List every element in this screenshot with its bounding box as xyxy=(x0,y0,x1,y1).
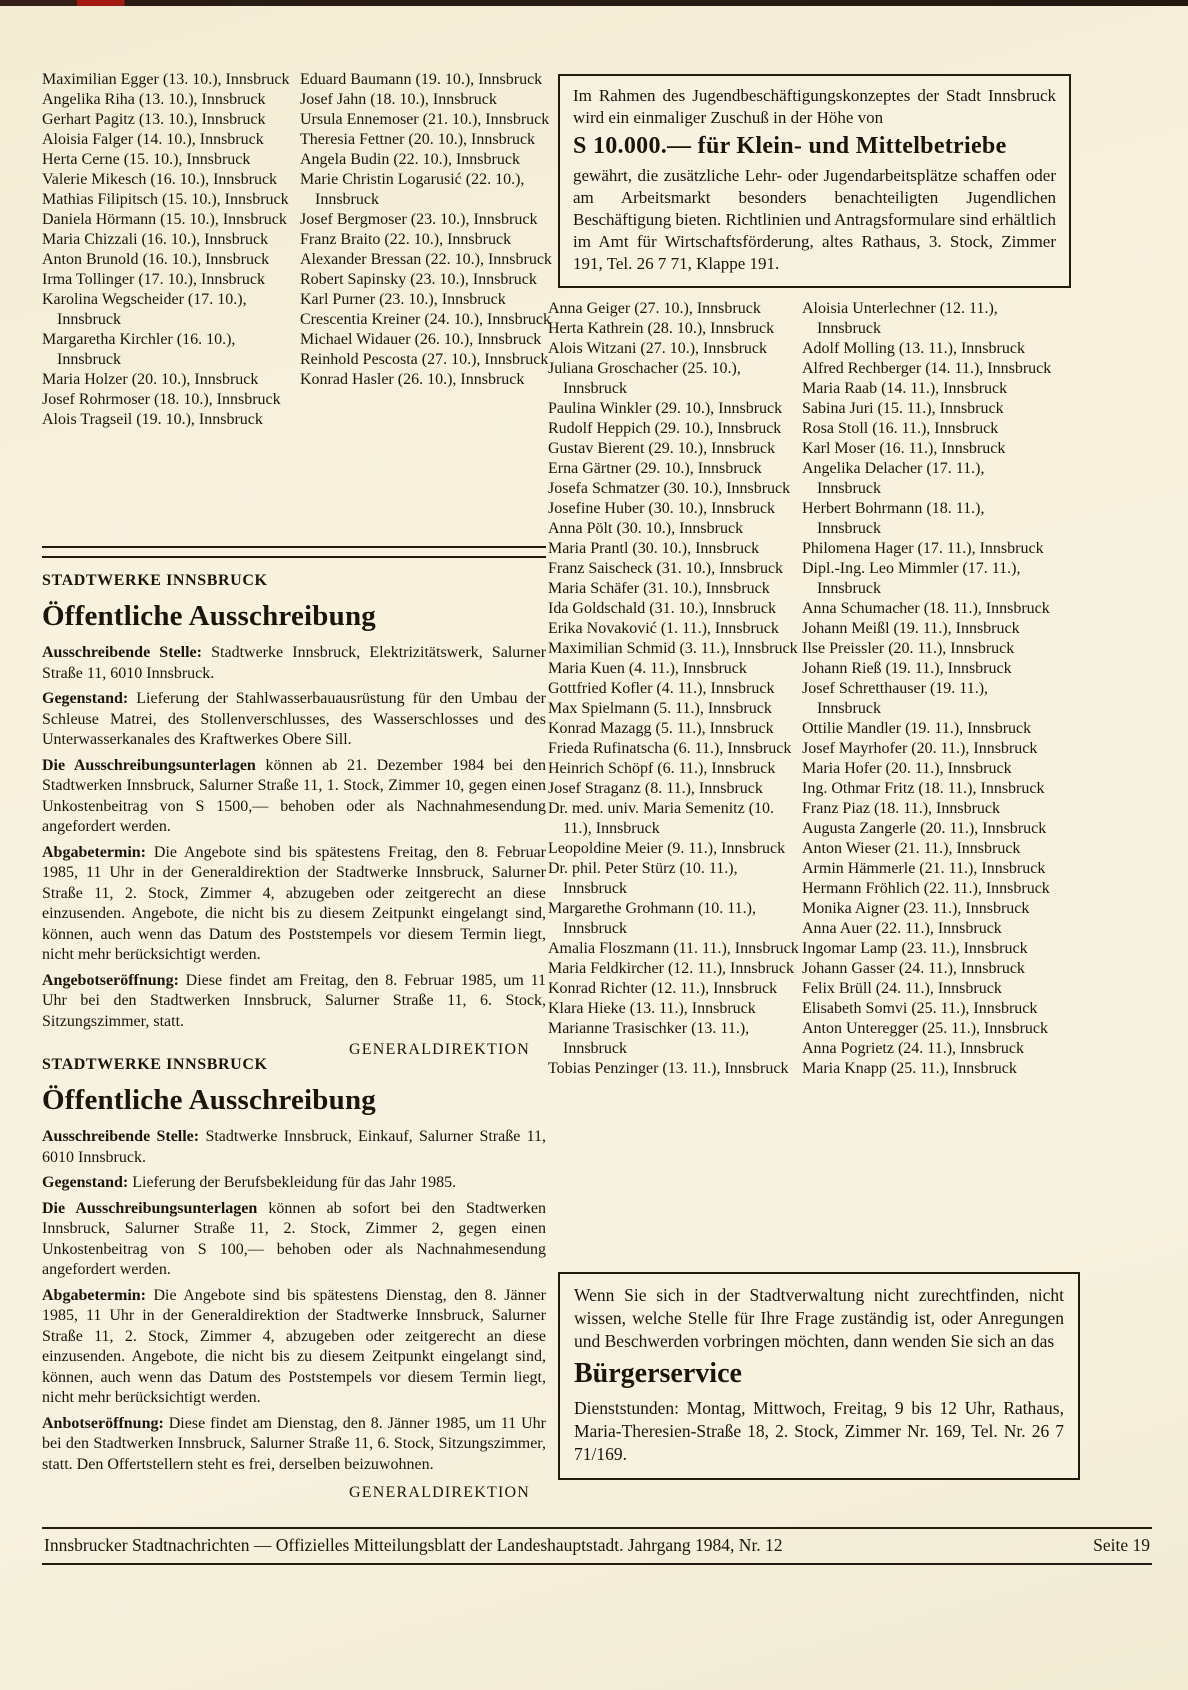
birth-entry: Juliana Groschacher (25. 10.), Innsbruck xyxy=(548,360,741,397)
tender-paragraph xyxy=(42,1286,546,1409)
birth-entry: Leopoldine Meier (9. 11.), Innsbruck xyxy=(548,840,786,857)
birth-entry: Irma Tollinger (17. 10.), Innsbruck xyxy=(42,271,265,288)
birth-entry: Dr. med. univ. Maria Semenitz (10. 11.), Innsbruck xyxy=(548,800,775,837)
paragraph-text: Lieferung der Stahlwasserbauausrüstung für den Umbau der Schleuse Matrei, des Stollenverschlusses, des Wasserschlosses und des Unterwasserkanales des Kraftwerkes Obere Sill. xyxy=(42,690,546,748)
grant-headline: S 10.000.— für Klein- und Mittelbetriebe xyxy=(573,133,1007,159)
tender-notice-workwear xyxy=(42,1056,546,1502)
birth-entry: Maximilian Egger (13. 10.), Innsbruck xyxy=(42,71,290,88)
paragraph-text: Diese findet am Dienstag, den 8. Jänner 1985, um 11 Uhr bei den Stadtwerken Innsbruck, Salurner Straße 11, 6. Stock, Sitzungszimmer, statt. Den Offertstellern steht es frei, derselben beizuwohnen. xyxy=(42,1414,547,1473)
birth-entry: Alfred Rechberger (14. 11.), Innsbruck xyxy=(802,360,1052,377)
birth-entry: Josef Schretthauser (19. 11.), Innsbruck xyxy=(802,680,989,717)
birth-entry: Herbert Bohrmann (18. 11.), Innsbruck xyxy=(802,500,985,537)
paragraph-text: Diese findet am Freitag, den 8. Februar 1985, um 11 Uhr bei den Stadtwerken Innsbruck, Salurner Straße 11, 6. Stock, Sitzungszimmer, statt. xyxy=(42,971,547,1030)
birth-entry: Angela Budin (22. 10.), Innsbruck xyxy=(300,151,520,168)
birth-entry: Augusta Zangerle (20. 11.), Innsbruck xyxy=(802,820,1047,837)
birth-entry: Herta Cerne (15. 10.), Innsbruck xyxy=(42,151,251,168)
birth-entry: Karl Purner (23. 10.), Innsbruck xyxy=(300,291,506,308)
birth-entry: Maria Feldkircher (12. 11.), Innsbruck xyxy=(548,960,794,977)
birth-entry: Konrad Mazagg (5. 11.), Innsbruck xyxy=(548,720,774,737)
scan-edge-artifact xyxy=(0,0,1188,6)
birth-entry: Gottfried Kofler (4. 11.), Innsbruck xyxy=(548,680,775,697)
birth-entry: Konrad Hasler (26. 10.), Innsbruck xyxy=(300,371,525,388)
births-column-1 xyxy=(42,70,296,430)
tender-signoff: GENERALDIREKTION xyxy=(349,1041,530,1058)
birth-entry: Maria Holzer (20. 10.), Innsbruck xyxy=(42,371,259,388)
tender-title: Öffentliche Ausschreibung xyxy=(42,600,376,632)
double-rule-divider xyxy=(42,546,546,558)
birth-entry: Crescentia Kreiner (24. 10.), Innsbruck xyxy=(300,311,552,328)
paragraph-text: können ab 21. Dezember 1984 bei den Stadtwerken Innsbruck, Salurner Straße 11, 1. Stock, Zimmer 10, gegen einen Unkostenbeitrag von S 1500,— behoben oder als Nachnahmesendung angefordert werden. xyxy=(42,756,546,835)
birth-entry: Anton Wieser (21. 11.), Innsbruck xyxy=(802,840,1021,857)
birth-entry: Ing. Othmar Fritz (18. 11.), Innsbruck xyxy=(802,780,1045,797)
birth-entry: Hermann Fröhlich (22. 11.), Innsbruck xyxy=(802,880,1050,897)
birth-entry: Franz Braito (22. 10.), Innsbruck xyxy=(300,231,512,248)
birth-entry: Erna Gärtner (29. 10.), Innsbruck xyxy=(548,460,762,477)
birth-entry: Elisabeth Somvi (25. 11.), Innsbruck xyxy=(802,1000,1038,1017)
birth-entry: Anna Schumacher (18. 11.), Innsbruck xyxy=(802,600,1050,617)
paragraph-text: Lieferung der Berufsbekleidung für das Jahr 1985. xyxy=(132,1174,457,1191)
birth-entry: Angelika Riha (13. 10.), Innsbruck xyxy=(42,91,266,108)
paragraph-lead: Ausschreibende Stelle: xyxy=(42,644,202,661)
birth-entry: Alois Witzani (27. 10.), Innsbruck xyxy=(548,340,768,357)
birth-entry: Gustav Bierent (29. 10.), Innsbruck xyxy=(548,440,776,457)
birth-entry: Reinhold Pescosta (27. 10.), Innsbruck xyxy=(300,351,549,368)
paragraph-text: Stadtwerke Innsbruck, Einkauf, Salurner Straße 11, 6010 Innsbruck. xyxy=(42,1128,547,1166)
birth-entry: Maria Chizzali (16. 10.), Innsbruck xyxy=(42,231,269,248)
birth-entry: Maria Knapp (25. 11.), Innsbruck xyxy=(802,1060,1017,1077)
tender-paragraph xyxy=(42,689,546,751)
tender-paragraph xyxy=(42,1127,546,1168)
birth-entry: Paulina Winkler (29. 10.), Innsbruck xyxy=(548,400,783,417)
birth-entry: Anna Auer (22. 11.), Innsbruck xyxy=(802,920,1002,937)
birth-entry: Franz Saischeck (31. 10.), Innsbruck xyxy=(548,560,784,577)
birth-entry: Josef Rohrmoser (18. 10.), Innsbruck xyxy=(42,391,281,408)
grant-body-text: gewährt, die zusätzliche Lehr- oder Jugendarbeitsplätze schaffen oder am Arbeitsmarkt besonders benachteiligten Jugendlichen Beschäftigung bieten. Richtlinien und Antragsformulare sind erhältlich im Amt für Wirtschaftsförderung, altes Rathaus, 3. Stock, Zimmer 191, Tel. 26 7 71, Klappe 191. xyxy=(573,166,1056,273)
birth-entry: Aloisia Unterlechner (12. 11.), Innsbruck xyxy=(802,300,998,337)
birth-entry: Josef Jahn (18. 10.), Innsbruck xyxy=(300,91,497,108)
birth-entry: Konrad Richter (12. 11.), Innsbruck xyxy=(548,980,778,997)
tender-notice-electricity xyxy=(42,546,546,1059)
paragraph-lead: Die Ausschreibungsunterlagen xyxy=(42,756,256,774)
birth-entry: Johann Rieß (19. 11.), Innsbruck xyxy=(802,660,1012,677)
buergerservice-title: Bürgerservice xyxy=(574,1358,742,1389)
birth-entry: Anton Brunold (16. 10.), Innsbruck xyxy=(42,251,270,268)
birth-entry: Franz Piaz (18. 11.), Innsbruck xyxy=(802,800,1001,817)
birth-entry: Daniela Hörmann (15. 10.), Innsbruck xyxy=(42,211,287,228)
paragraph-text: Die Angebote sind bis spätestens Freitag, den 8. Februar 1985, 11 Uhr in der Generaldirektion der Stadtwerke Innsbruck, Salurner Straße 11, 2. Stock, Zimmer 4, abzugeben oder zeitgerecht an diese einzusenden. Angebote, die nicht bis zu diesem Zeitpunkt eingelangt sind, können, auch wenn das Datum des Poststempels vor diesem Termin liegt, nicht mehr berücksichtigt werden. xyxy=(42,843,547,963)
birth-entry: Maria Prantl (30. 10.), Innsbruck xyxy=(548,540,760,557)
birth-entry: Josef Mayrhofer (20. 11.), Innsbruck xyxy=(802,740,1038,757)
birth-entry: Adolf Molling (13. 11.), Innsbruck xyxy=(802,340,1025,357)
birth-entry: Angelika Delacher (17. 11.), Innsbruck xyxy=(802,460,985,497)
tender-paragraph xyxy=(42,843,546,966)
paragraph-lead: Die Ausschreibungsunterlagen xyxy=(42,1199,258,1217)
birth-entry: Valerie Mikesch (16. 10.), Innsbruck xyxy=(42,171,278,188)
paragraph-text: Die Angebote sind bis spätestens Dienstag, den 8. Jänner 1985, 11 Uhr in der Generaldirektion der Stadtwerke Innsbruck, Salurner Straße 11, 2. Stock, Zimmer 4, abzugeben oder zeitgerecht an diese einzusenden. Angebote, die nicht bis zu diesem Zeitpunkt eingelangt sind, können, auch wenn das Datum des Poststempels vor diesem Termin liegt, nicht mehr berücksichtigt werden. xyxy=(42,1286,546,1406)
birth-entry: Alexander Bressan (22. 10.), Innsbruck xyxy=(300,251,552,268)
birth-entry: Monika Aigner (23. 11.), Innsbruck xyxy=(802,900,1030,917)
birth-entry: Klara Hieke (13. 11.), Innsbruck xyxy=(548,1000,756,1017)
births-column-4 xyxy=(802,299,1052,1079)
tender-signoff: GENERALDIREKTION xyxy=(349,1484,530,1501)
birth-entry: Maria Schäfer (31. 10.), Innsbruck xyxy=(548,580,770,597)
birth-entry: Frieda Rufinatscha (6. 11.), Innsbruck xyxy=(548,740,792,757)
birth-entry: Margaretha Kirchler (16. 10.), Innsbruck xyxy=(42,331,236,368)
birth-entry: Anton Unteregger (25. 11.), Innsbruck xyxy=(802,1020,1049,1037)
birth-entry: Ilse Preissler (20. 11.), Innsbruck xyxy=(802,640,1015,657)
footer-imprint: Innsbrucker Stadtnachrichten — Offizielles Mitteilungsblatt der Landeshauptstadt. Jahrgang 1984, Nr. 12 xyxy=(44,1535,783,1555)
birth-entry: Ottilie Mandler (19. 11.), Innsbruck xyxy=(802,720,1032,737)
birth-entry: Anna Geiger (27. 10.), Innsbruck xyxy=(548,300,761,317)
birth-entry: Herta Kathrein (28. 10.), Innsbruck xyxy=(548,320,775,337)
birth-entry: Maria Raab (14. 11.), Innsbruck xyxy=(802,380,1008,397)
birth-entry: Eduard Baumann (19. 10.), Innsbruck xyxy=(300,71,543,88)
paragraph-lead: Gegenstand: xyxy=(42,1174,129,1191)
birth-entry: Josefa Schmatzer (30. 10.), Innsbruck xyxy=(548,480,791,497)
births-column-3 xyxy=(548,299,802,1079)
tender-paragraph xyxy=(42,643,546,684)
birth-entry: Sabina Juri (15. 11.), Innsbruck xyxy=(802,400,1004,417)
paragraph-lead: Angebotseröffnung: xyxy=(42,971,179,989)
birth-entry: Karl Moser (16. 11.), Innsbruck xyxy=(802,440,1006,457)
birth-entry: Alois Tragseil (19. 10.), Innsbruck xyxy=(42,411,263,428)
birth-entry: Philomena Hager (17. 11.), Innsbruck xyxy=(802,540,1044,557)
grant-intro-text: Im Rahmen des Jugendbeschäftigungskonzeptes der Stadt Innsbruck wird ein einmaliger Zuschuß in der Höhe von xyxy=(573,86,1056,127)
birth-entry: Maria Kuen (4. 11.), Innsbruck xyxy=(548,660,747,677)
birth-entry: Rudolf Heppich (29. 10.), Innsbruck xyxy=(548,420,782,437)
birth-entry: Aloisia Falger (14. 10.), Innsbruck xyxy=(42,131,264,148)
tender-org-heading: STADTWERKE INNSBRUCK xyxy=(42,1056,268,1073)
tender-org-heading: STADTWERKE INNSBRUCK xyxy=(42,572,268,589)
paragraph-lead: Abgabetermin: xyxy=(42,1286,146,1304)
birth-entry: Dipl.-Ing. Leo Mimmler (17. 11.), Innsbruck xyxy=(802,560,1021,597)
youth-grant-notice-box xyxy=(558,74,1071,288)
birth-entry: Josef Bergmoser (23. 10.), Innsbruck xyxy=(300,211,538,228)
birth-entry: Marie Christin Logarusić (22. 10.), Innsbruck xyxy=(300,171,525,208)
paragraph-text: Stadtwerke Innsbruck, Elektrizitätswerk, Salurner Straße 11, 6010 Innsbruck. xyxy=(42,644,547,682)
birth-entry: Maximilian Schmid (3. 11.), Innsbruck xyxy=(548,640,798,657)
birth-entry: Max Spielmann (5. 11.), Innsbruck xyxy=(548,700,772,717)
birth-entry: Margarethe Grohmann (10. 11.), Innsbruck xyxy=(548,900,756,937)
paragraph-lead: Anbotseröffnung: xyxy=(42,1414,164,1432)
page-number: Seite 19 xyxy=(1093,1535,1150,1555)
tender-paragraph xyxy=(42,1414,546,1476)
birth-entry: Tobias Penzinger (13. 11.), Innsbruck xyxy=(548,1060,789,1077)
tender-paragraph xyxy=(42,756,546,838)
birth-entry: Johann Meißl (19. 11.), Innsbruck xyxy=(802,620,1020,637)
birth-entry: Mathias Filipitsch (15. 10.), Innsbruck xyxy=(42,191,289,208)
paragraph-text: können ab sofort bei den Stadtwerken Innsbruck, Salurner Straße 11, 2. Stock, Zimmer 2, gegen einen Unkostenbeitrag von S 100,— behoben oder als Nachnahmesendung angefordert werden. xyxy=(42,1199,546,1278)
birth-entry: Armin Hämmerle (21. 11.), Innsbruck xyxy=(802,860,1046,877)
birth-entry: Robert Sapinsky (23. 10.), Innsbruck xyxy=(300,271,537,288)
birth-entry: Dr. phil. Peter Stürz (10. 11.), Innsbruck xyxy=(548,860,738,897)
birth-entry: Heinrich Schöpf (6. 11.), Innsbruck xyxy=(548,760,776,777)
birth-entry: Maria Hofer (20. 11.), Innsbruck xyxy=(802,760,1012,777)
birth-entry: Marianne Trasischker (13. 11.), Innsbruck xyxy=(548,1020,750,1057)
buergerservice-details-text: Dienststunden: Montag, Mittwoch, Freitag, 9 bis 12 Uhr, Rathaus, Maria-Theresien-Straße 18, 2. Stock, Zimmer Nr. 169, Tel. Nr. 26 7 71/169. xyxy=(574,1398,1064,1464)
tender-paragraph xyxy=(42,1173,546,1194)
paragraph-lead: Ausschreibende Stelle: xyxy=(42,1128,200,1145)
births-column-2 xyxy=(300,70,552,390)
paragraph-lead: Abgabetermin: xyxy=(42,843,146,861)
tender-paragraph xyxy=(42,971,546,1033)
birth-entry: Karolina Wegscheider (17. 10.), Innsbruck xyxy=(42,291,247,328)
birth-entry: Ida Goldschald (31. 10.), Innsbruck xyxy=(548,600,776,617)
birth-entry: Anna Pogrietz (24. 11.), Innsbruck xyxy=(802,1040,1025,1057)
birth-entry: Michael Widauer (26. 10.), Innsbruck xyxy=(300,331,542,348)
birth-entry: Amalia Floszmann (11. 11.), Innsbruck xyxy=(548,940,799,957)
birth-entry: Anna Pölt (30. 10.), Innsbruck xyxy=(548,520,744,537)
birth-entry: Johann Gasser (24. 11.), Innsbruck xyxy=(802,960,1025,977)
tender-paragraph xyxy=(42,1199,546,1281)
birth-entry: Erika Novaković (1. 11.), Innsbruck xyxy=(548,620,779,637)
tender-title: Öffentliche Ausschreibung xyxy=(42,1084,376,1116)
birth-entry: Felix Brüll (24. 11.), Innsbruck xyxy=(802,980,1002,997)
page-footer xyxy=(42,1527,1152,1565)
birth-entry: Josefine Huber (30. 10.), Innsbruck xyxy=(548,500,776,517)
paragraph-lead: Gegenstand: xyxy=(42,690,129,707)
birth-entry: Rosa Stoll (16. 11.), Innsbruck xyxy=(802,420,999,437)
birth-entry: Josef Straganz (8. 11.), Innsbruck xyxy=(548,780,763,797)
buergerservice-intro-text: Wenn Sie sich in der Stadtverwaltung nicht zurechtfinden, nicht wissen, welche Stelle für Ihre Frage zuständig ist, oder Anregungen und Beschwerden vorbringen möchten, dann wenden Sie sich an das xyxy=(574,1285,1064,1351)
birth-entry: Ingomar Lamp (23. 11.), Innsbruck xyxy=(802,940,1028,957)
birth-entry: Ursula Ennemoser (21. 10.), Innsbruck xyxy=(300,111,550,128)
birth-entry: Gerhart Pagitz (13. 10.), Innsbruck xyxy=(42,111,266,128)
birth-entry: Theresia Fettner (20. 10.), Innsbruck xyxy=(300,131,536,148)
buergerservice-notice-box xyxy=(558,1272,1080,1480)
